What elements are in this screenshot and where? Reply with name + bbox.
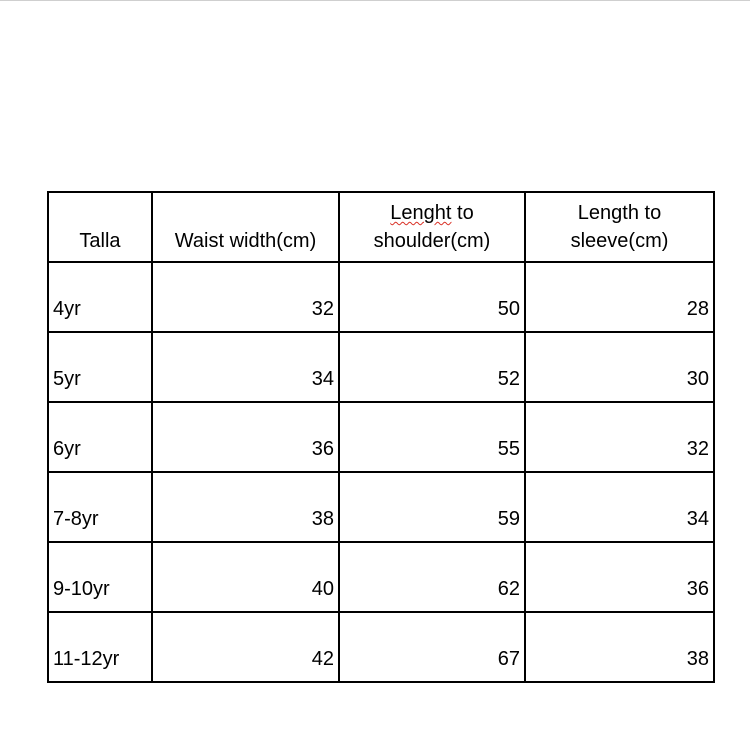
cell-waist: 40 bbox=[152, 542, 339, 612]
cell-shoulder: 67 bbox=[339, 612, 525, 682]
cell-shoulder: 59 bbox=[339, 472, 525, 542]
cell-talla: 6yr bbox=[48, 402, 152, 472]
cell-talla: 9-10yr bbox=[48, 542, 152, 612]
cell-waist: 32 bbox=[152, 262, 339, 332]
cell-talla: 4yr bbox=[48, 262, 152, 332]
header-length-to-sleeve: Length to sleeve(cm) bbox=[525, 192, 714, 262]
cell-shoulder: 55 bbox=[339, 402, 525, 472]
table-row bbox=[48, 332, 714, 402]
cell-talla: 5yr bbox=[48, 332, 152, 402]
size-chart-table bbox=[47, 191, 715, 683]
cell-shoulder: 62 bbox=[339, 542, 525, 612]
cell-sleeve: 32 bbox=[525, 402, 714, 472]
table-row bbox=[48, 612, 714, 682]
cell-sleeve: 38 bbox=[525, 612, 714, 682]
header-talla: Talla bbox=[48, 192, 152, 262]
table-row bbox=[48, 262, 714, 332]
top-border bbox=[0, 0, 750, 1]
table-row bbox=[48, 402, 714, 472]
cell-shoulder: 52 bbox=[339, 332, 525, 402]
cell-shoulder: 50 bbox=[339, 262, 525, 332]
table-header-row bbox=[48, 192, 714, 262]
table-row bbox=[48, 542, 714, 612]
cell-waist: 42 bbox=[152, 612, 339, 682]
cell-talla: 11-12yr bbox=[48, 612, 152, 682]
cell-waist: 38 bbox=[152, 472, 339, 542]
cell-sleeve: 28 bbox=[525, 262, 714, 332]
cell-sleeve: 30 bbox=[525, 332, 714, 402]
table-body bbox=[48, 192, 714, 682]
cell-waist: 36 bbox=[152, 402, 339, 472]
cell-sleeve: 34 bbox=[525, 472, 714, 542]
header-waist-width: Waist width(cm) bbox=[152, 192, 339, 262]
cell-sleeve: 36 bbox=[525, 542, 714, 612]
header-shoulder-rest: to shoulder(cm) bbox=[373, 202, 491, 252]
table-row bbox=[48, 472, 714, 542]
misspelled-word: Lenght bbox=[390, 202, 452, 224]
header-length-to-shoulder bbox=[339, 192, 525, 262]
cell-talla: 7-8yr bbox=[48, 472, 152, 542]
cell-waist: 34 bbox=[152, 332, 339, 402]
